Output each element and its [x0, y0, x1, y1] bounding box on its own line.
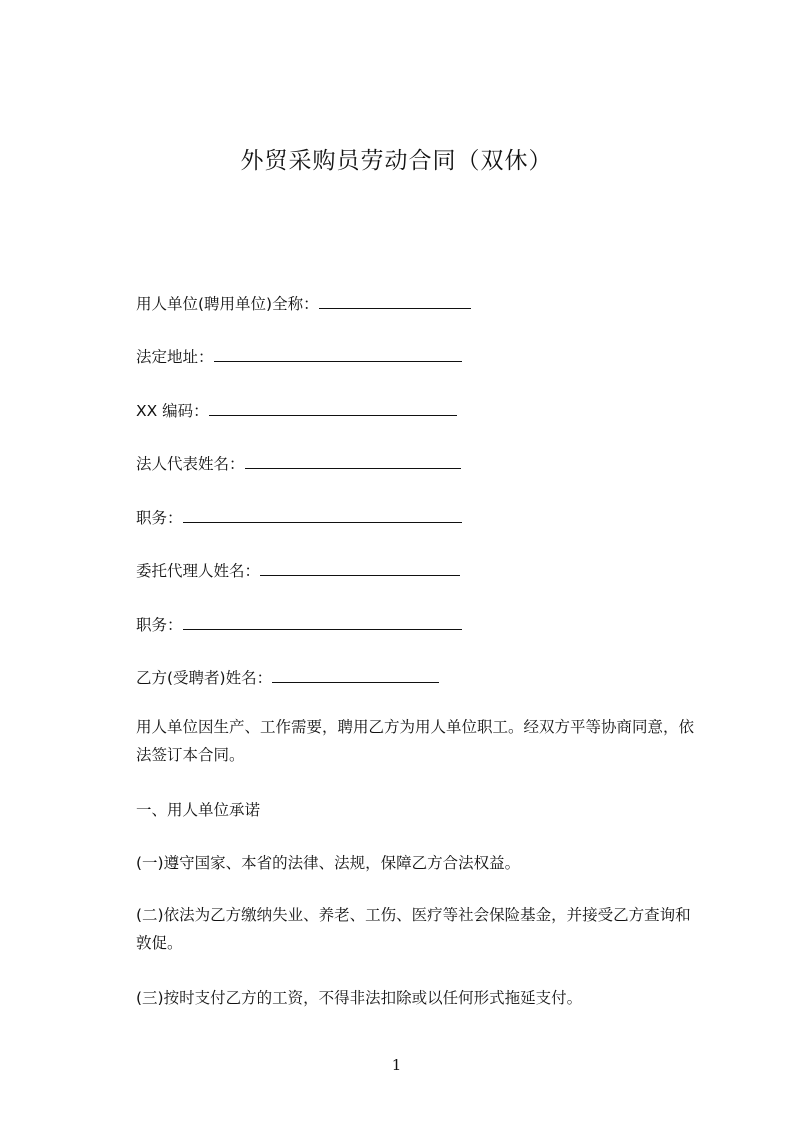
field-label: 委托代理人姓名： [136, 562, 261, 580]
intro-text: 用人单位因生产、工作需要，聘用乙方为用人单位职工。经双方平等协商同意，依法签订本合同。 [136, 718, 695, 764]
field-label: 用人单位(聘用单位)全称： [136, 295, 319, 313]
legal-rep-position-blank[interactable] [183, 508, 462, 523]
agent-position-field [136, 613, 462, 635]
field-label: 法定地址： [136, 348, 214, 366]
legal-address-field [136, 345, 462, 367]
legal-rep-position-field [136, 506, 462, 528]
field-label: XX 编码： [136, 402, 209, 420]
postal-code-field [136, 399, 457, 421]
field-label: 职务： [136, 616, 183, 634]
page-number: 1 [391, 1056, 402, 1074]
employer-name-field [136, 292, 471, 314]
document-title: 外贸采购员劳动合同（双休） [240, 148, 553, 174]
list-item: (一)遵守国家、本省的法律、法规，保障乙方合法权益。 [136, 854, 521, 872]
employee-name-field [136, 666, 439, 688]
list-item-text: (二)依法为乙方缴纳失业、养老、工伤、医疗等社会保险基金，并接受乙方查询和敦促。 [136, 906, 691, 952]
legal-rep-name-blank[interactable] [245, 454, 461, 469]
field-label: 乙方(受聘者)姓名： [136, 669, 273, 687]
list-item: (三)按时支付乙方的工资，不得非法扣除或以任何形式拖延支付。 [136, 989, 583, 1007]
field-label: 法人代表姓名： [136, 455, 245, 473]
agent-name-field [136, 559, 460, 581]
employer-name-blank[interactable] [319, 294, 471, 309]
intro-paragraph [104, 713, 704, 769]
agent-position-blank[interactable] [183, 615, 462, 630]
list-item [104, 901, 704, 957]
section-heading: 一、用人单位承诺 [136, 801, 261, 819]
legal-address-blank[interactable] [214, 347, 462, 362]
employee-name-blank[interactable] [272, 668, 439, 683]
postal-code-blank[interactable] [209, 401, 457, 416]
legal-rep-name-field [136, 452, 461, 474]
agent-name-blank[interactable] [260, 561, 460, 576]
field-label: 职务： [136, 509, 183, 527]
